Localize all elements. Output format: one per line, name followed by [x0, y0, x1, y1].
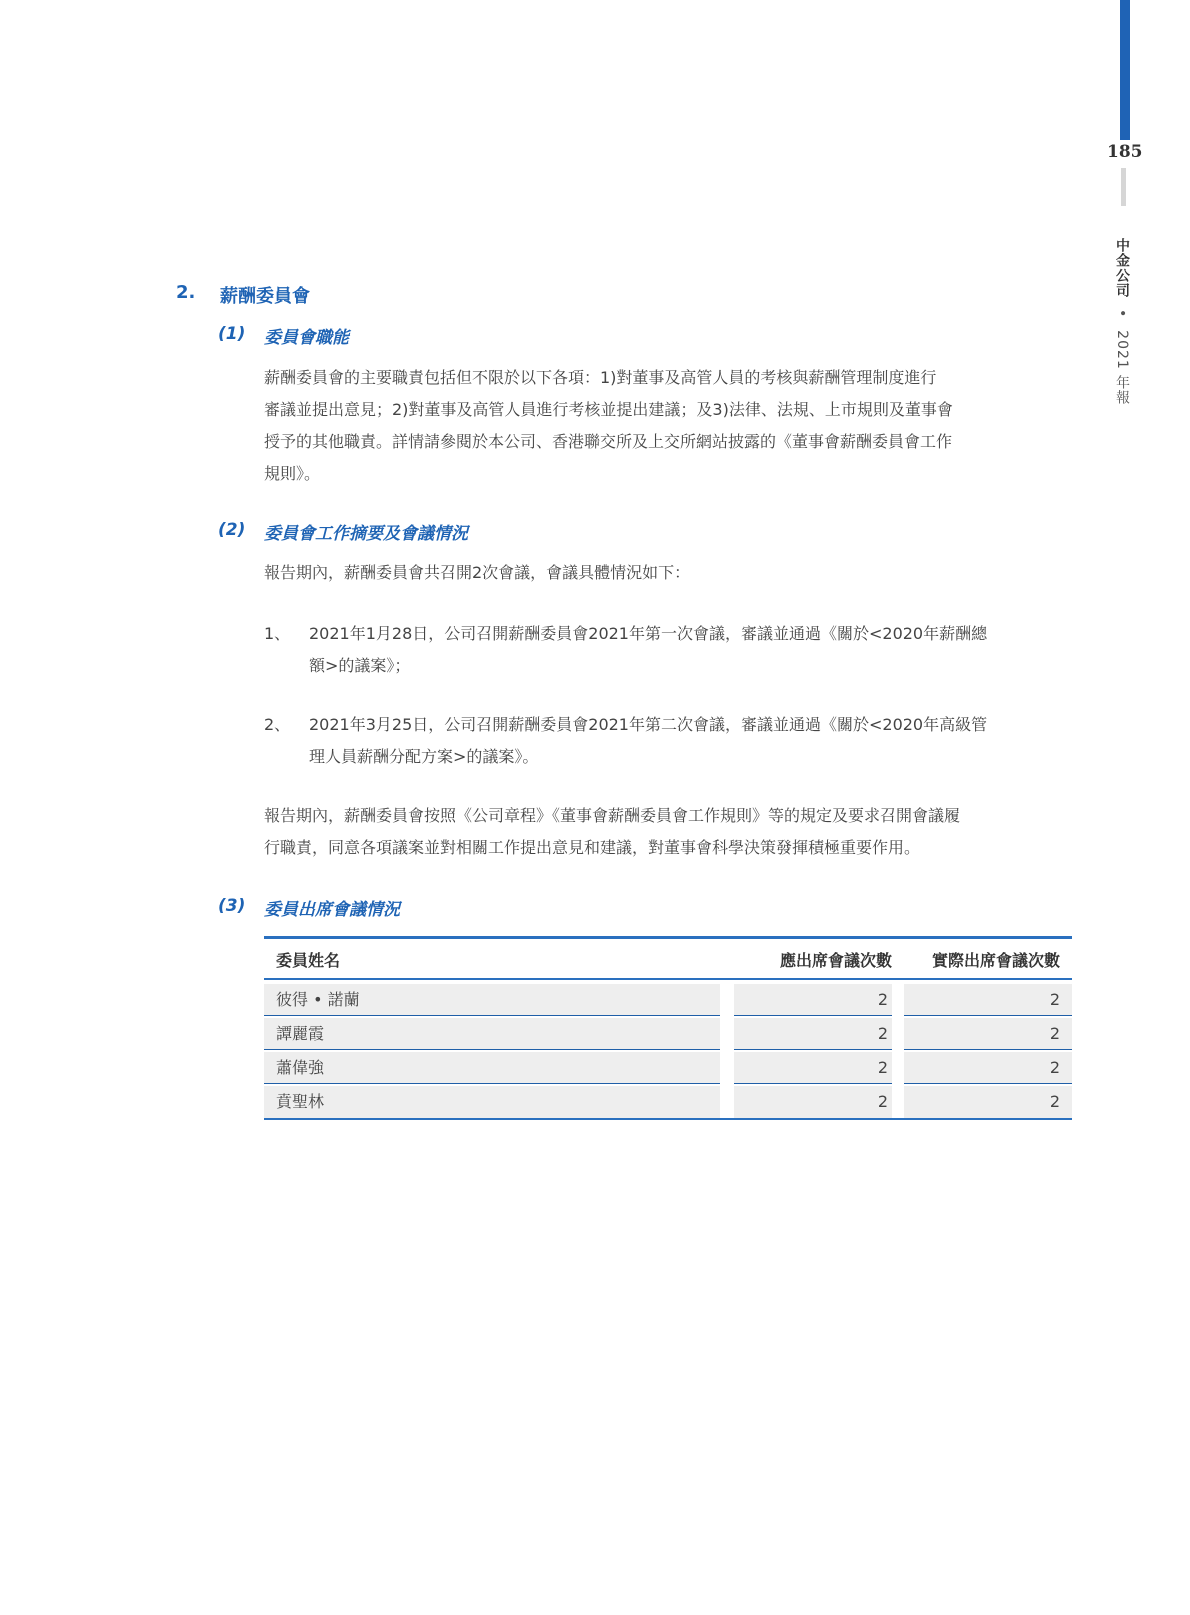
list-item-line: 理人員薪酬分配方案>的議案》。: [309, 747, 539, 766]
list-item-line: 額>的議案》；: [309, 656, 411, 675]
sub1-line: 薪酬委員會的主要職責包括但不限於以下各項：1)對董事及高管人員的考核與薪酬管理制度進行: [264, 368, 937, 387]
table-row: [264, 984, 1072, 1018]
table-header-rule: [264, 978, 1072, 980]
sub2-number: (2): [218, 520, 246, 540]
section-title: 薪酬委員會: [220, 286, 310, 307]
cell-required: 2: [734, 1086, 892, 1118]
cell-actual: 2: [904, 1052, 1072, 1084]
cell-required: 2: [734, 984, 892, 1016]
cell-member-name: 彼得 • 諾蘭: [264, 984, 720, 1016]
list-item: [309, 618, 1074, 682]
side-divider-bar: [1121, 168, 1126, 206]
sub1-line: 授予的其他職責。詳情請參閱於本公司、香港聯交所及上交所網站披露的《董事會薪酬委員會工作: [264, 432, 953, 451]
sub3-title: 委員出席會議情況: [264, 900, 400, 920]
sub2-intro: 報告期內，薪酬委員會共召開2次會議，會議具體情況如下：: [264, 563, 691, 582]
cell-member-name: 蕭偉強: [264, 1052, 720, 1084]
cell-member-name: 賁聖林: [264, 1086, 720, 1118]
sub3-number: (3): [218, 896, 246, 916]
sub1-line: 審議並提出意見；2)對董事及高管人員進行考核並提出建議；及3)法律、法規、上市規則及董事會: [264, 400, 953, 419]
sub1-number: (1): [218, 324, 246, 344]
header-actual-meetings: 實際出席會議次數: [931, 951, 1060, 970]
side-dot: •: [1114, 309, 1130, 319]
cell-actual: 2: [904, 1018, 1072, 1050]
side-brand: 中金公司: [1114, 238, 1130, 298]
sub2-title: 委員會工作摘要及會議情況: [264, 524, 468, 544]
cell-required: 2: [734, 1052, 892, 1084]
table-top-rule: [264, 936, 1072, 939]
list-item-line: 2021年3月25日，公司召開薪酬委員會2021年第二次會議，審議並通過《關於<2020年高級管: [309, 715, 988, 734]
table-row: [264, 1018, 1072, 1052]
cell-actual: 2: [904, 984, 1072, 1016]
sub2-closing: [264, 800, 1074, 864]
section-number: 2.: [176, 282, 196, 303]
side-running-header: [1113, 238, 1131, 405]
header-member-name: 委員姓名: [276, 951, 341, 970]
page-number: 185: [1107, 142, 1143, 162]
list-marker: 2、: [264, 715, 291, 734]
table-bottom-rule: [264, 1118, 1072, 1120]
sub1-title: 委員會職能: [264, 328, 349, 348]
table-row: [264, 1086, 1072, 1120]
list-item-line: 2021年1月28日，公司召開薪酬委員會2021年第一次會議，審議並通過《關於<2020年薪酬總: [309, 624, 988, 643]
list-marker: 1、: [264, 624, 291, 643]
side-year: 2021 年報: [1114, 330, 1130, 406]
list-item: [309, 709, 1074, 773]
sub1-paragraph: [264, 362, 1074, 490]
side-accent-bar: [1120, 0, 1130, 140]
cell-member-name: 譚麗霞: [264, 1018, 720, 1050]
sub1-line: 規則》。: [264, 464, 321, 483]
cell-required: 2: [734, 1018, 892, 1050]
cell-actual: 2: [904, 1086, 1072, 1118]
header-required-meetings: 應出席會議次數: [779, 951, 892, 970]
table-row: [264, 1052, 1072, 1086]
closing-line: 行職責，同意各項議案並對相關工作提出意見和建議，對董事會科學決策發揮積極重要作用。: [264, 838, 921, 857]
closing-line: 報告期內，薪酬委員會按照《公司章程》《董事會薪酬委員會工作規則》等的規定及要求召開會議履: [264, 806, 961, 825]
